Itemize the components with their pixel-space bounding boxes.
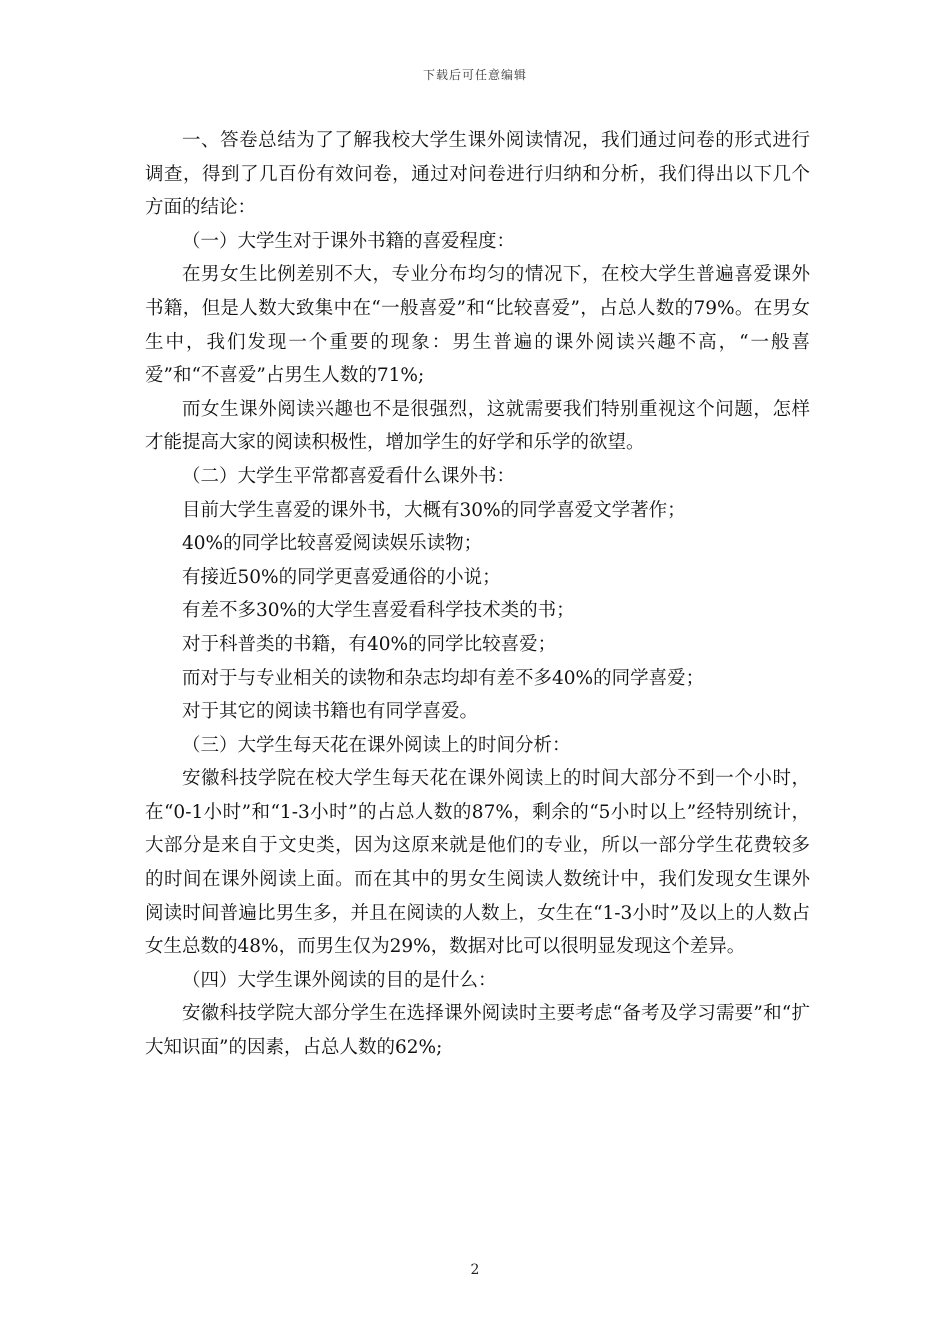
section-1-paragraph-2: 而女生课外阅读兴趣也不是很强烈，这就需要我们特别重视这个问题，怎样才能提高大家的阅读积极性，增加学生的好学和乐学的欲望。 (145, 398, 810, 454)
section-2-line-5: 对于科普类的书籍，有40%的同学比较喜爱； (182, 633, 557, 655)
section-heading-4: （四）大学生课外阅读的目的是什么： (182, 969, 497, 991)
section-1-paragraph-1: 在男女生比例差别不大，专业分布均匀的情况下，在校大学生普遍喜爱课外书籍，但是人数大致集中在“一般喜爱”和“比较喜爱”，占总人数的79%。在男女生中，我们发现一个重要的现象：男生普遍的课外阅读兴趣不高，“一般喜爱”和“不喜爱”占男生人数的71%; (145, 264, 810, 387)
section-2-line-3: 有接近50%的同学更喜爱通俗的小说； (182, 566, 501, 588)
header-note: 下载后可任意编辑 (422, 68, 527, 82)
section-2-line-6: 而对于与专业相关的读物和杂志均却有差不多40%的同学喜爱； (182, 667, 705, 689)
section-heading-2: （二）大学生平常都喜爱看什么课外书： (182, 465, 516, 487)
section-2-line-7: 对于其它的阅读书籍也有同学喜爱。 (182, 701, 479, 723)
section-heading-3: （三）大学生每天花在课外阅读上的时间分析： (182, 734, 571, 756)
page-number: 2 (470, 1262, 480, 1278)
section-4-paragraph-1: 安徽科技学院大部分学生在选择课外阅读时主要考虑“备考及学习需要”和“扩大知识面”的因素，占总人数的62%; (145, 1003, 810, 1059)
section-3-paragraph-1: 安徽科技学院在校大学生每天花在课外阅读上的时间大部分不到一个小时，在“0-1小时”和“1-3小时”的占总人数的87%，剩余的“5小时以上”经特别统计，大部分是来自于文史类，因为这原来就是他们的专业，所以一部分学生花费较多的时间在课外阅读上面。而在其中的男女生阅读人数统计中，我们发现女生课外阅读时间普遍比男生多，并且在阅读的人数上，女生在“1-3小时”及以上的人数占女生总数的48%，而男生仅为29%，数据对比可以很明显发现这个差异。 (145, 768, 810, 958)
document-body (145, 124, 810, 1065)
section-2-line-4: 有差不多30%的大学生喜爱看科学技术类的书； (182, 600, 575, 622)
section-2-line-2: 40%的同学比较喜爱阅读娱乐读物； (182, 533, 483, 555)
section-heading-1: （一）大学生对于课外书籍的喜爱程度： (182, 230, 516, 252)
section-2-line-1: 目前大学生喜爱的课外书，大概有30%的同学喜爱文学著作； (182, 499, 686, 521)
intro-paragraph: 一、答卷总结为了了解我校大学生课外阅读情况，我们通过问卷的形式进行调查，得到了几百份有效问卷，通过对问卷进行归纳和分析，我们得出以下几个方面的结论： (145, 130, 810, 219)
